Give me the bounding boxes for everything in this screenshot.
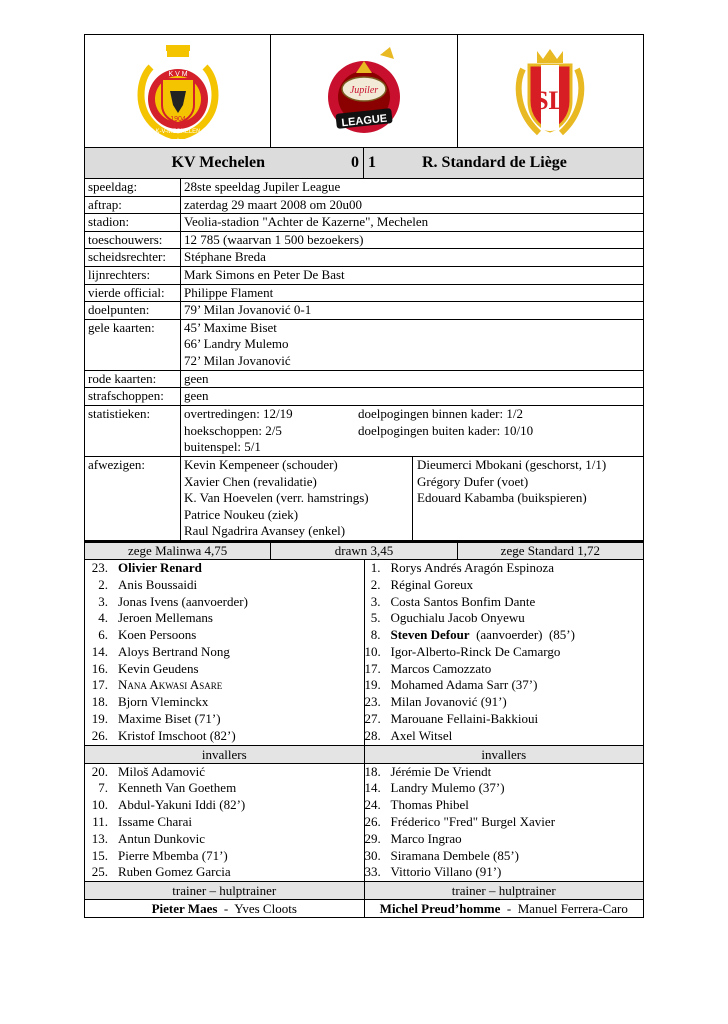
away-crest-cell bbox=[457, 35, 643, 147]
player-number: 29. bbox=[364, 830, 381, 846]
player-name: Réginal Goreux bbox=[390, 576, 474, 592]
info-value: geen bbox=[181, 370, 644, 388]
home-subs-header: invallers bbox=[85, 745, 364, 764]
info-row-afwezigen bbox=[85, 456, 643, 540]
absentee: Dieumerci Mbokani (geschorst, 1/1) bbox=[417, 456, 607, 472]
info-value: 12 785 (waarvan 1 500 bezoekers) bbox=[181, 231, 644, 249]
player-row bbox=[85, 661, 364, 678]
player-name: Mohamed Adama Sarr (37’) bbox=[390, 677, 538, 693]
player-number: 14. bbox=[91, 643, 108, 659]
info-value: Veolia-stadion "Achter de Kazerne", Mechelen bbox=[181, 214, 644, 232]
svg-text:Jupiler: Jupiler bbox=[349, 85, 379, 96]
away-trainer-names bbox=[365, 899, 644, 917]
away-absentees bbox=[413, 457, 606, 540]
player-number: 33. bbox=[364, 864, 381, 880]
player-number: 15. bbox=[91, 847, 108, 863]
stat-offside: buitenspel: 5/1 bbox=[184, 439, 261, 455]
home-crest-cell bbox=[85, 35, 270, 147]
info-row-statistieken bbox=[85, 405, 643, 456]
player-number: 19. bbox=[364, 677, 381, 693]
info-row-aftrap bbox=[85, 196, 643, 214]
absentee: Patrice Noukeu (ziek) bbox=[184, 506, 299, 522]
player-row bbox=[365, 711, 644, 728]
player-number: 1. bbox=[370, 559, 381, 575]
sub-row bbox=[365, 831, 644, 848]
player-number: 14. bbox=[364, 780, 381, 796]
sub-row bbox=[85, 848, 364, 865]
svg-text:K V M: K V M bbox=[168, 71, 188, 78]
info-label: stadion: bbox=[85, 214, 181, 232]
info-row-rode-kaarten bbox=[85, 370, 643, 388]
betting-odds-bar bbox=[85, 541, 643, 560]
player-row bbox=[85, 711, 364, 728]
sub-row bbox=[365, 814, 644, 831]
stat-off-target: doelpogingen buiten kader: 10/10 bbox=[358, 422, 534, 438]
player-number: 19. bbox=[91, 711, 108, 727]
player-row bbox=[365, 627, 644, 644]
player-name: Fréderico "Fred" Burgel Xavier bbox=[390, 814, 556, 830]
info-label: scheidsrechter: bbox=[85, 249, 181, 267]
sub-row bbox=[85, 797, 364, 814]
player-name: Kenneth Van Goethem bbox=[118, 780, 237, 796]
player-row bbox=[85, 644, 364, 661]
info-row-speeldag bbox=[85, 179, 643, 196]
player-name: Olivier Renard bbox=[118, 559, 202, 575]
player-row bbox=[365, 661, 644, 678]
coaches bbox=[85, 881, 643, 917]
info-row-strafschoppen bbox=[85, 388, 643, 406]
player-number: 5. bbox=[370, 610, 381, 626]
stat-on-target: doelpogingen binnen kader: 1/2 bbox=[358, 405, 523, 421]
sub-row bbox=[365, 848, 644, 865]
info-label: speeldag: bbox=[85, 179, 181, 196]
home-absentees bbox=[184, 457, 413, 540]
info-row-stadion bbox=[85, 214, 643, 232]
yellow-card-entry: 66’ Landry Mulemo bbox=[184, 336, 289, 352]
match-report-sheet bbox=[84, 34, 644, 918]
player-number: 13. bbox=[91, 830, 108, 846]
coach-separator: - bbox=[217, 901, 235, 917]
player-row bbox=[85, 560, 364, 577]
info-row-scheidsrechter bbox=[85, 249, 643, 267]
stat-line bbox=[184, 406, 640, 423]
player-row bbox=[85, 677, 364, 694]
info-label: gele kaarten: bbox=[85, 319, 181, 370]
svg-text:LEAGUE: LEAGUE bbox=[340, 112, 388, 130]
player-number: 18. bbox=[91, 694, 108, 710]
absentee: Edouard Kabamba (buikspieren) bbox=[417, 490, 587, 506]
svg-text:1904: 1904 bbox=[169, 116, 186, 123]
player-number: 17. bbox=[364, 660, 381, 676]
kv-mechelen-crest-icon bbox=[137, 43, 219, 139]
player-number: 26. bbox=[364, 814, 381, 830]
player-number: 26. bbox=[91, 727, 108, 743]
player-number: 23. bbox=[91, 559, 108, 575]
sub-row bbox=[365, 764, 644, 781]
player-row bbox=[365, 677, 644, 694]
info-label: vierde official: bbox=[85, 284, 181, 302]
player-name: Rorys Andrés Aragón Espinoza bbox=[390, 559, 555, 575]
absentee: Xavier Chen (revalidatie) bbox=[184, 473, 317, 489]
player-name: Anis Boussaidi bbox=[118, 576, 198, 592]
player-number: 2. bbox=[98, 576, 108, 592]
coach-separator: - bbox=[500, 901, 518, 917]
info-row-doelpunten bbox=[85, 302, 643, 320]
player-name: Bjorn Vleminckx bbox=[118, 694, 209, 710]
player-name: Miloš Adamović bbox=[118, 763, 206, 779]
yellow-card-entry: 45’ Maxime Biset bbox=[184, 319, 277, 335]
lineups bbox=[85, 560, 643, 881]
player-row bbox=[85, 594, 364, 611]
player-note: (aanvoerder) (85’) bbox=[469, 627, 575, 643]
away-lineup bbox=[364, 560, 644, 881]
assistant-coach: Yves Cloots bbox=[234, 901, 297, 917]
info-label: toeschouwers: bbox=[85, 231, 181, 249]
player-name: Jeroen Mellemans bbox=[118, 610, 213, 626]
player-row bbox=[85, 577, 364, 594]
player-name: Kevin Geudens bbox=[118, 660, 199, 676]
player-number: 20. bbox=[91, 763, 108, 779]
info-label: aftrap: bbox=[85, 196, 181, 214]
player-row bbox=[85, 627, 364, 644]
player-name: Costa Santos Bonfim Dante bbox=[390, 593, 536, 609]
player-name: Koen Persoons bbox=[118, 627, 197, 643]
player-row bbox=[365, 694, 644, 711]
player-row bbox=[85, 728, 364, 745]
away-team-name: R. Standard de Liège bbox=[422, 154, 567, 171]
player-name: Kristof Imschoot (82’) bbox=[118, 727, 236, 743]
player-name: Jonas Ivens (aanvoerder) bbox=[118, 593, 248, 609]
info-label: strafschoppen: bbox=[85, 388, 181, 406]
score-bar bbox=[85, 148, 643, 179]
player-name: Oguchialu Jacob Onyewu bbox=[390, 610, 525, 626]
info-value: geen bbox=[181, 388, 644, 406]
home-trainer-names bbox=[85, 899, 364, 917]
player-row bbox=[365, 728, 644, 745]
svg-text:K-V-MECHELEN: K-V-MECHELEN bbox=[155, 129, 201, 135]
info-label: doelpunten: bbox=[85, 302, 181, 320]
info-row-vierde-official bbox=[85, 284, 643, 302]
info-value: 28ste speeldag Jupiler League bbox=[181, 179, 644, 196]
info-row-toeschouwers bbox=[85, 231, 643, 249]
stat-fouls: overtredingen: 12/19 bbox=[184, 405, 293, 421]
match-info-table bbox=[85, 179, 643, 541]
sub-row bbox=[365, 864, 644, 881]
info-value: Stéphane Breda bbox=[181, 249, 644, 267]
away-score: 1 bbox=[368, 154, 376, 171]
info-value: Mark Simons en Peter De Bast bbox=[181, 266, 644, 284]
player-name: Siramana Dembele (85’) bbox=[390, 847, 520, 863]
player-number: 11. bbox=[92, 814, 108, 830]
info-value: Philippe Flament bbox=[181, 284, 644, 302]
sub-row bbox=[85, 780, 364, 797]
player-name: Maxime Biset (71’) bbox=[118, 711, 221, 727]
player-number: 7. bbox=[98, 780, 108, 796]
absentee: Kevin Kempeneer (schouder) bbox=[184, 456, 338, 472]
player-number: 3. bbox=[98, 593, 108, 609]
player-row bbox=[365, 560, 644, 577]
home-score: 0 bbox=[351, 154, 359, 171]
sub-row bbox=[365, 797, 644, 814]
away-coaches bbox=[364, 882, 644, 917]
player-row bbox=[365, 577, 644, 594]
player-name: Issame Charai bbox=[118, 814, 193, 830]
player-number: 6. bbox=[98, 627, 108, 643]
player-number: 27. bbox=[364, 711, 381, 727]
player-number: 25. bbox=[91, 864, 108, 880]
player-name: Thomas Phibel bbox=[390, 797, 469, 813]
logo-bar bbox=[85, 35, 643, 148]
yellow-card-entry: 72’ Milan Jovanović bbox=[184, 352, 291, 368]
info-value bbox=[181, 456, 644, 540]
sub-row bbox=[85, 764, 364, 781]
player-name: Aloys Bertrand Nong bbox=[118, 643, 230, 659]
info-value bbox=[181, 405, 644, 456]
home-win-odds: zege Malinwa 4,75 bbox=[128, 542, 228, 558]
player-number: 10. bbox=[91, 797, 108, 813]
info-label: afwezigen: bbox=[85, 456, 181, 540]
player-name: Milan Jovanović (91’) bbox=[390, 694, 507, 710]
player-number: 28. bbox=[364, 727, 381, 743]
stat-line bbox=[184, 439, 640, 456]
player-number: 2. bbox=[370, 576, 381, 592]
info-label: statistieken: bbox=[85, 405, 181, 456]
jupiler-league-logo-icon bbox=[322, 45, 406, 137]
player-number: 23. bbox=[364, 694, 381, 710]
player-name: Vittorio Villano (91’) bbox=[390, 864, 502, 880]
info-label: rode kaarten: bbox=[85, 370, 181, 388]
player-name: Landry Mulemo (37’) bbox=[390, 780, 505, 796]
sub-row bbox=[365, 780, 644, 797]
stat-corners: hoekschoppen: 2/5 bbox=[184, 422, 282, 438]
info-label: lijnrechters: bbox=[85, 266, 181, 284]
home-coaches bbox=[85, 882, 364, 917]
head-coach: Pieter Maes bbox=[151, 901, 218, 917]
stat-line bbox=[184, 423, 640, 440]
player-row bbox=[365, 610, 644, 627]
absentee: Raul Ngadrira Avansey (enkel) bbox=[184, 523, 346, 539]
sub-row bbox=[85, 864, 364, 881]
info-row-lijnrechters bbox=[85, 266, 643, 284]
info-value: zaterdag 29 maart 2008 om 20u00 bbox=[181, 196, 644, 214]
player-name: Marco Ingrao bbox=[390, 830, 462, 846]
player-name: Abdul-Yakuni Iddi (82’) bbox=[118, 797, 246, 813]
player-name: Antun Dunkovic bbox=[118, 830, 206, 846]
sub-row bbox=[85, 831, 364, 848]
player-row bbox=[85, 610, 364, 627]
away-win-odds: zege Standard 1,72 bbox=[457, 543, 643, 559]
player-number: 16. bbox=[91, 660, 108, 676]
player-number: 8. bbox=[370, 627, 381, 643]
player-row bbox=[365, 594, 644, 611]
player-number: 18. bbox=[364, 763, 381, 779]
player-row bbox=[85, 694, 364, 711]
away-subs-header: invallers bbox=[365, 745, 644, 764]
home-team-name: KV Mechelen bbox=[171, 154, 265, 171]
home-lineup bbox=[85, 560, 364, 881]
player-name: Steven Defour bbox=[390, 627, 470, 643]
player-name: Nana Akwasi Asare bbox=[118, 677, 223, 693]
player-number: 24. bbox=[364, 797, 381, 813]
player-number: 10. bbox=[364, 643, 381, 659]
absentees bbox=[184, 457, 643, 540]
player-number: 30. bbox=[364, 847, 381, 863]
assistant-coach: Manuel Ferrera-Caro bbox=[517, 901, 628, 917]
info-row-gele-kaarten bbox=[85, 319, 643, 370]
player-name: Ruben Gomez Garcia bbox=[118, 864, 231, 880]
head-coach: Michel Preud’homme bbox=[379, 901, 501, 917]
league-logo-cell bbox=[270, 35, 456, 147]
player-name: Axel Witsel bbox=[390, 727, 453, 743]
player-name: Igor-Alberto-Rinck De Camargo bbox=[390, 643, 561, 659]
player-name: Marcos Camozzato bbox=[390, 660, 492, 676]
player-number: 4. bbox=[98, 610, 108, 626]
player-row bbox=[365, 644, 644, 661]
player-name: Marouane Fellaini-Bakkioui bbox=[390, 711, 539, 727]
player-name: Jérémie De Vriendt bbox=[390, 763, 492, 779]
player-number: 3. bbox=[370, 593, 381, 609]
info-value: 79’ Milan Jovanović 0-1 bbox=[181, 302, 644, 320]
info-value bbox=[181, 319, 644, 370]
sub-row bbox=[85, 814, 364, 831]
absentee: K. Van Hoevelen (verr. hamstrings) bbox=[184, 490, 369, 506]
standard-liege-crest-icon bbox=[509, 43, 591, 139]
away-trainer-header: trainer – hulptrainer bbox=[365, 882, 644, 899]
svg-text:SL: SL bbox=[534, 86, 567, 115]
home-trainer-header: trainer – hulptrainer bbox=[85, 882, 364, 899]
player-name: Pierre Mbemba (71’) bbox=[118, 847, 228, 863]
player-number: 17. bbox=[91, 677, 108, 693]
absentee: Grégory Dufer (voet) bbox=[417, 473, 529, 489]
draw-odds: drawn 3,45 bbox=[270, 543, 456, 559]
